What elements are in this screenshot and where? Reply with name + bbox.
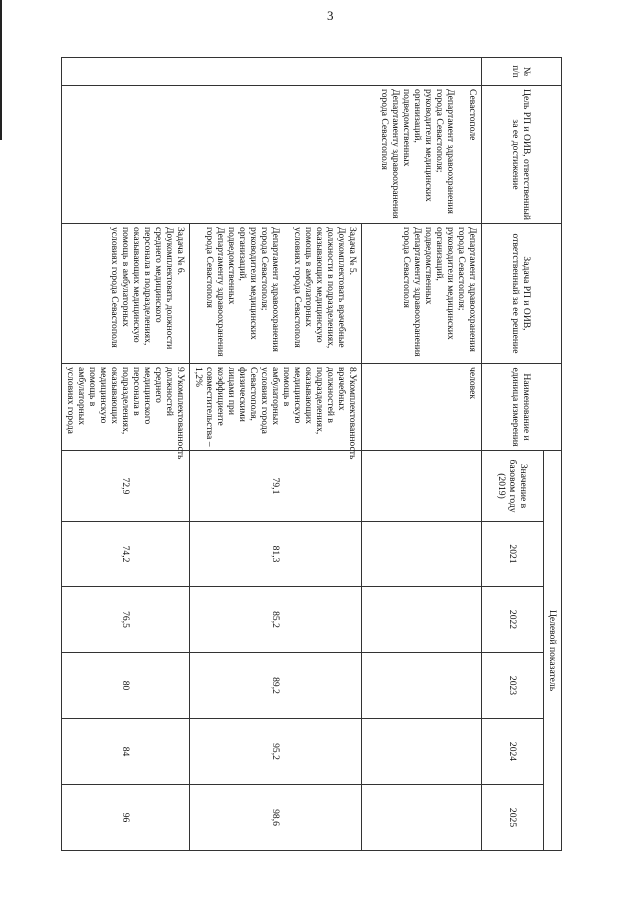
header-year-2024: 2024 — [482, 719, 544, 785]
base-value-cell — [362, 451, 482, 522]
header-base-year: Значение в базовом году (2019) — [482, 451, 544, 522]
page-number: 3 — [327, 8, 334, 23]
indicator-name-cell: 9.Укомплектованность должностей среднего медицинского персонала в подразделениях, оказывающих медицинскую помощь в амбулаторных условиях города — [62, 364, 190, 451]
row-number-cell — [62, 58, 482, 86]
indicator-table — [61, 57, 562, 851]
header-goal: Цель РП и ОИВ, ответственный за ее достижение — [482, 86, 562, 224]
header-year-2025: 2025 — [482, 785, 544, 851]
indicator-name-cell: 8.Укомплектованность врачебных должностей в подразделениях, оказывающих медицинскую помощь в амбулаторных условиях города Севастополя, физическими лицами при коэффициенте совместительства – 1,2% — [190, 364, 362, 451]
task-responsible: Департамент здравоохранения города Севастополя; руководители медицинских организаций, подведомственных Департаменту здравоохранения города Севастополя — [204, 227, 281, 357]
value-2023-cell: 89,2 — [190, 653, 362, 719]
header-number-pp: п/п — [511, 65, 522, 78]
header-number-sign: № — [521, 66, 533, 77]
value-2022-cell: 76,5 — [62, 587, 190, 653]
task-number: Задача № 6. — [175, 227, 186, 276]
value-2022-cell — [362, 587, 482, 653]
page-margin-line — [0, 0, 2, 140]
rotated-table-container — [65, 57, 562, 850]
task-description: Доукомплектовать врачебные должности в подразделениях, оказывающих медицинскую помощь в амбулаторных условиях города Севастополя — [292, 227, 347, 349]
header-year-2023: 2023 — [482, 653, 544, 719]
task-number: Задача № 5. — [347, 227, 358, 276]
value-2025-cell: 96 — [62, 785, 190, 851]
header-task: Задача РП и ОИВ, ответственный за ее решение — [482, 224, 562, 364]
header-target-indicator: Целевой показатель — [544, 451, 562, 851]
goal-responsible-text: Департамент здравоохранения города Севастополя; руководители медицинских организаций, подведомственных Департаменту здравоохранения города Севастополя — [379, 89, 456, 219]
value-2021-cell — [362, 522, 482, 587]
task-cell — [190, 224, 362, 364]
indicator-name-cell: человек — [362, 364, 482, 451]
value-2021-cell: 74,2 — [62, 522, 190, 587]
value-2025-cell — [362, 785, 482, 851]
value-2022-cell: 85,2 — [190, 587, 362, 653]
task-cell — [62, 224, 190, 364]
table-row — [362, 58, 482, 851]
goal-cell — [62, 86, 482, 224]
header-year-2021: 2021 — [482, 522, 544, 587]
header-number — [482, 58, 562, 86]
header-year-2022: 2022 — [482, 587, 544, 653]
value-2023-cell: 80 — [62, 653, 190, 719]
value-2021-cell: 81,3 — [190, 522, 362, 587]
value-2024-cell: 84 — [62, 719, 190, 785]
value-2024-cell — [362, 719, 482, 785]
value-2024-cell: 95,2 — [190, 719, 362, 785]
base-value-cell: 79,1 — [190, 451, 362, 522]
goal-city-text: Севастополе — [467, 89, 478, 141]
header-indicator-name: Наименование и единица измерения — [482, 364, 562, 451]
value-2023-cell — [362, 653, 482, 719]
value-2025-cell: 98,6 — [190, 785, 362, 851]
task-description: Доукомплектовать должности среднего медицинского персонала в подразделениях, оказывающих медицинскую помощь в амбулаторных условиях города Севастополя — [109, 227, 175, 350]
base-value-cell: 72,9 — [62, 451, 190, 522]
task-cell: Департамент здравоохранения города Севастополя; руководители медицинских организаций, подведомственных Департаменту здравоохранения города Севастополя — [362, 224, 482, 364]
